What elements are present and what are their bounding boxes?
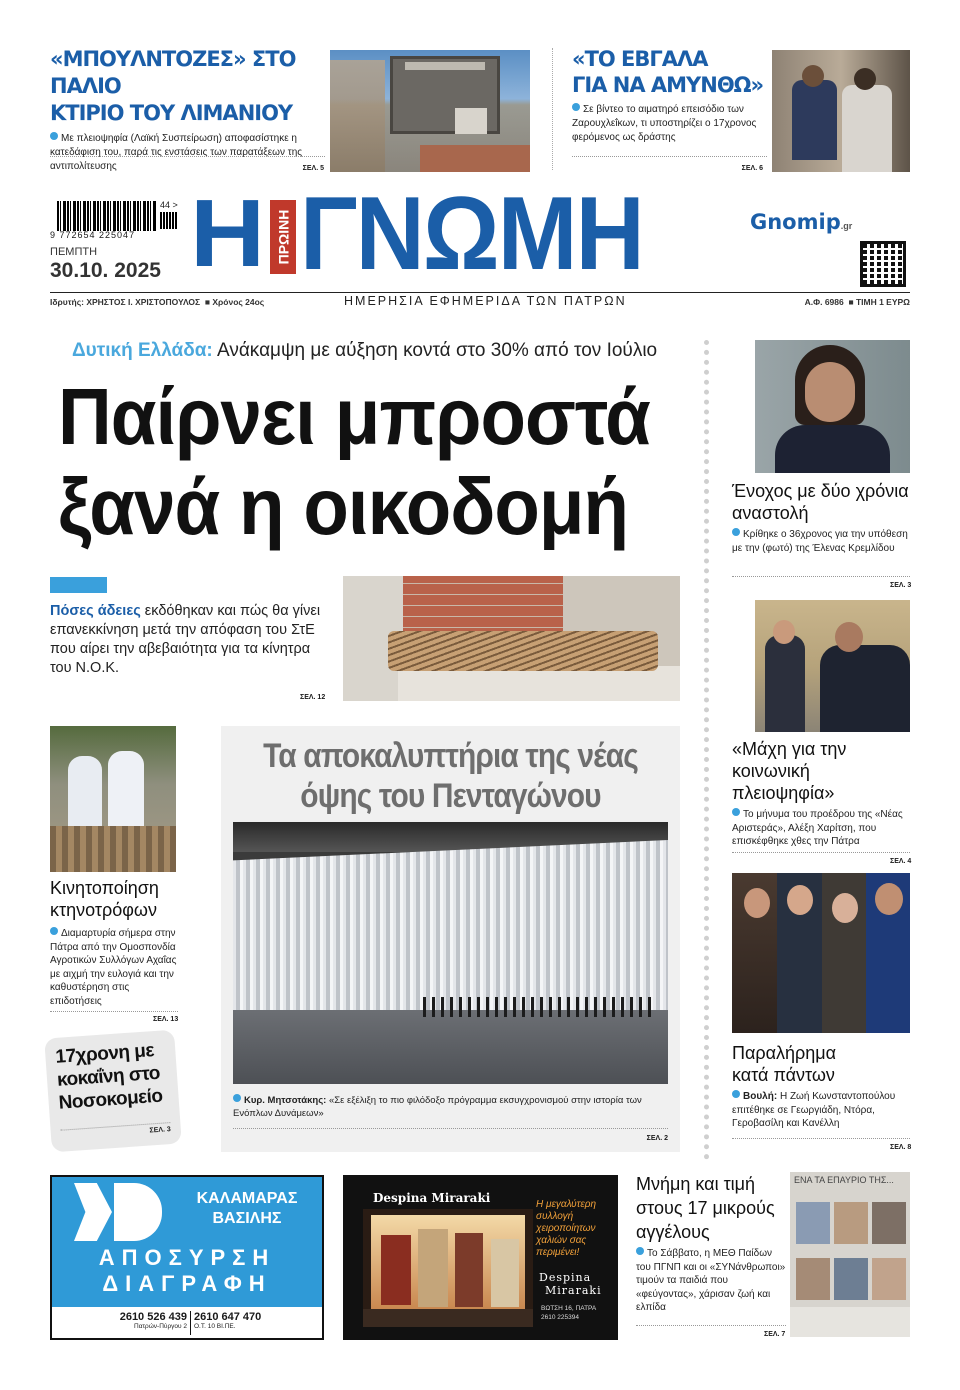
farmers-photo	[50, 726, 176, 872]
pentagon-page-ref: ΣΕΛ. 2	[646, 1135, 668, 1142]
memorial-text: Το Σάββατο, η ΜΕΘ Παίδων του ΠΓΝΠ και οι «ΣΥΝάνθρωποι» τιμούν τα παιδιά που «φεύγοντας», χάρισαν ζωή και ελπίδα	[636, 1248, 786, 1313]
page-ref: ΣΕΛ. 5	[302, 165, 324, 172]
farmers-title-2: κτηνοτρόφων	[50, 900, 157, 920]
site-link[interactable]	[750, 210, 852, 234]
sidebar-2-title: «Μάχη για την κοινωνική πλειοψηφία»	[732, 739, 847, 803]
kalamaras-addr-1: Πατρών-Πύργου 2	[134, 1323, 187, 1330]
issue-code: 44 >	[160, 200, 178, 210]
sidebar-1-page-ref: ΣΕΛ. 3	[890, 582, 912, 589]
pentagon-caption	[233, 1094, 663, 1120]
barcode	[57, 201, 157, 231]
accent-bar	[50, 577, 107, 593]
farmers-text: Διαμαρτυρία σήμερα στην Πάτρα από την Ομοσπονδία Αγροτικών Συλλόγων Αχαΐας με αιχμή την ευλογιά και την καθυστέρηση στις επιδοτήσεις	[50, 928, 177, 1007]
lead-headline[interactable]	[58, 372, 698, 552]
sidebar-3-text: Η Ζωή Κωνσταντοπούλου επιτέθηκε σε Γεωργιάδη, Ντόρα, Γεροβασίλη και Κανέλλη	[732, 1091, 896, 1129]
bullet-icon	[732, 808, 740, 816]
despina-address: ΒΩΤΣΗ 16, ΠΑΤΡΑ	[541, 1305, 597, 1312]
sidebar-1-title: Ένοχος με δύο χρόνια αναστολή	[732, 481, 909, 523]
proini-label: ΠΡΩΙΝΗ	[275, 209, 292, 265]
kalamaras-ad[interactable]	[50, 1175, 324, 1340]
sidebar-2-text: Το μήνυμα του προέδρου της «Νέας Αριστεράς», Αλέξη Χαρίτση, που επισκέφθηκε χθες την Πάτρα	[732, 809, 903, 847]
pentagon-title-2: όψης του Πενταγώνου	[300, 777, 601, 815]
kalamaras-addr-2: Ο.Τ. 10 ΒΙ.ΠΕ.	[194, 1323, 236, 1330]
despina-slogan: Η μεγαλύτερη συλλογή χειροποίητων χαλιών σας περιμένει!	[536, 1199, 597, 1258]
proini-badge	[270, 200, 296, 274]
caption-bold: Κυρ. Μητσοτάκης:	[244, 1095, 327, 1106]
cocaine-line-1: 17χρονη με	[54, 1040, 155, 1068]
bullet-icon	[636, 1247, 644, 1255]
barcode-small	[160, 212, 178, 229]
headline-line-1: Παίρνει μπροστά	[58, 372, 650, 461]
kicker-label: Δυτική Ελλάδα:	[72, 340, 213, 361]
headline-line-2: ξανά η οικοδομή	[58, 462, 629, 551]
site-name: Gnomip	[750, 210, 841, 234]
sidebar-1-text: Κρίθηκε ο 36χρονος για την υπόθεση με την (φωτό) της Έλενας Κρεμλίδου	[732, 529, 908, 554]
year: Χρόνος 24ος	[212, 297, 265, 307]
intro-text: εκδόθηκαν και πώς θα γίνει επανεκκίνηση μετά την απόφαση του ΣτΕ που αίρει την αβεβαιότητα για τα κίνητρα του Ν.Ο.Κ.	[50, 603, 321, 676]
sidebar-story-1[interactable]	[732, 480, 910, 555]
price: ΤΙΜΗ 1 ΕΥΡΩ	[855, 297, 910, 307]
page-ref: ΣΕΛ. 6	[741, 165, 763, 172]
politician-photo	[755, 600, 910, 732]
sidebar-3-title: Παραλήρημα κατά πάντων	[732, 1043, 837, 1085]
farmers-page-ref: ΣΕΛ. 13	[153, 1016, 179, 1023]
memorial-page-ref: ΣΕΛ. 7	[764, 1331, 786, 1338]
lead-intro	[50, 602, 335, 678]
top-story-2-text: Σε βίντεο το αιματηρό επεισόδιο των Ζαρουχλεΐκων, τι υποστηρίζει ο 17χρονος φερόμενος ως δράστης	[572, 104, 757, 143]
top-story-1-title-2: ΚΤΙΡΙΟ ΤΟΥ ΛΙΜΑΝΙΟΥ	[50, 101, 293, 125]
farmers-title-1: Κινητοποίηση	[50, 878, 159, 898]
logo-letter-h: Η	[190, 180, 266, 288]
kalamaras-phone-1: 2610 526 439	[119, 1311, 187, 1323]
memorial-title: Μνήμη και τιμή στους 17 μικρούς αγγέλους	[636, 1174, 775, 1242]
despina-brand: Despina Miraraki	[373, 1191, 491, 1205]
memorial-photo	[790, 1172, 910, 1337]
despina-ad[interactable]	[343, 1175, 618, 1340]
port-building-photo	[330, 50, 530, 172]
issue-day: ΠΕΜΠΤΗ	[50, 246, 98, 258]
qr-code-icon[interactable]	[860, 241, 906, 287]
bullet-icon	[233, 1094, 241, 1102]
sidebar-3-text-bold: Βουλή:	[743, 1091, 778, 1102]
pentagon-box[interactable]	[221, 726, 680, 1152]
issue-date: 30.10. 2025	[50, 259, 161, 282]
sidebar-story-3[interactable]	[732, 1042, 910, 1131]
masthead-subtitle: ΗΜΕΡΗΣΙΑ ΕΦΗΜΕΡΙΔΑ ΤΩΝ ΠΑΤΡΩΝ	[344, 294, 627, 308]
pentagon-photo	[233, 822, 668, 1084]
sidebar-3-page-ref: ΣΕΛ. 8	[890, 1144, 912, 1151]
memorial-story[interactable]	[636, 1172, 786, 1315]
cocaine-line-2: κοκαΐνη στο	[56, 1062, 161, 1091]
bullet-icon	[50, 927, 58, 935]
kalamaras-service-1: ΑΠΟΣΥΡΣΗ	[98, 1245, 276, 1270]
farmers-story[interactable]	[50, 877, 180, 1008]
caption-text: «Σε εξέλιξη το πιο φιλόδοξο πρόγραμμα εκσυγχρονισμού στην ιστορία των Ενόπλων Δυνάμεων»	[233, 1095, 642, 1119]
shop-photo	[363, 1209, 533, 1327]
logo-word: ΓΝΩΜΗ	[300, 176, 643, 292]
despina-brand-3: Miraraki	[545, 1284, 602, 1297]
kalamaras-phone-2: 2610 647 470	[194, 1311, 262, 1323]
founder: Ιδρυτής: ΧΡΗΣΤΟΣ Ι. ΧΡΙΣΤΟΠΟΥΛΟΣ	[50, 297, 201, 307]
bullet-icon	[732, 1090, 740, 1098]
bullet-icon	[732, 528, 740, 536]
woman-photo	[755, 340, 910, 473]
parliament-photo	[732, 873, 910, 1033]
incident-photo	[772, 50, 910, 172]
kalamaras-name-1: ΚΑΛΑΜΑΡΑΣ	[196, 1190, 298, 1207]
despina-phone: 2610 225394	[541, 1314, 579, 1321]
top-story-2-title-1: «ΤΟ ΕΒΓΑΛΑ	[572, 47, 708, 71]
kicker-text: Ανάκαμψη με αύξηση κοντά στο 30% από τον Ιούλιο	[216, 340, 658, 361]
top-story-1[interactable]	[50, 46, 330, 174]
kb-logo-icon	[74, 1183, 169, 1241]
kalamaras-service-2: ΔΙΑΓΡΑΦΗ	[102, 1271, 272, 1296]
kalamaras-name-2: ΒΑΣΙΛΗΣ	[212, 1210, 282, 1227]
construction-photo	[343, 576, 680, 701]
bullet-icon	[572, 103, 580, 111]
sidebar-story-2[interactable]	[732, 738, 910, 849]
cocaine-box[interactable]	[44, 1030, 182, 1153]
top-story-2-title-2: ΓΙΑ ΝΑ ΑΜΥΝΘΩ»	[572, 73, 764, 97]
barcode-number: 9 772654 225047	[50, 230, 136, 240]
memorial-photo-text: ΕΝΑ ΤΑ ΕΠΑΥΡΙΟ ΤΗΣ...	[794, 1175, 894, 1185]
masthead-logo	[190, 176, 780, 292]
top-story-1-title-1: «ΜΠΟΥΛΝΤΟΖΕΣ» ΣΤΟ ΠΑΛΙΟ	[50, 47, 296, 98]
cocaine-line-3: Νοσοκομείο	[57, 1085, 164, 1114]
despina-brand-2: Despina	[539, 1271, 592, 1284]
site-suffix: .gr	[840, 221, 853, 231]
sidebar-2-page-ref: ΣΕΛ. 4	[890, 858, 912, 865]
lead-page-ref: ΣΕΛ. 12	[300, 694, 326, 701]
lead-kicker	[72, 340, 657, 362]
intro-bold: Πόσες άδειες	[50, 603, 141, 619]
cocaine-page-ref: ΣΕΛ. 3	[149, 1126, 172, 1135]
issue-number: Α.Φ. 6986	[804, 297, 844, 307]
top-story-1-text: Με πλειοψηφία (Λαϊκή Συσπείρωση) αποφασίστηκε η κατεδάφιση του, παρά τις ενστάσεις των παρατάξεων της αντιπολίτευσης	[50, 133, 303, 172]
bullet-icon	[50, 132, 58, 140]
pentagon-title-1: Τα αποκαλυπτήρια της νέας	[263, 737, 638, 775]
top-story-2[interactable]	[572, 46, 767, 174]
